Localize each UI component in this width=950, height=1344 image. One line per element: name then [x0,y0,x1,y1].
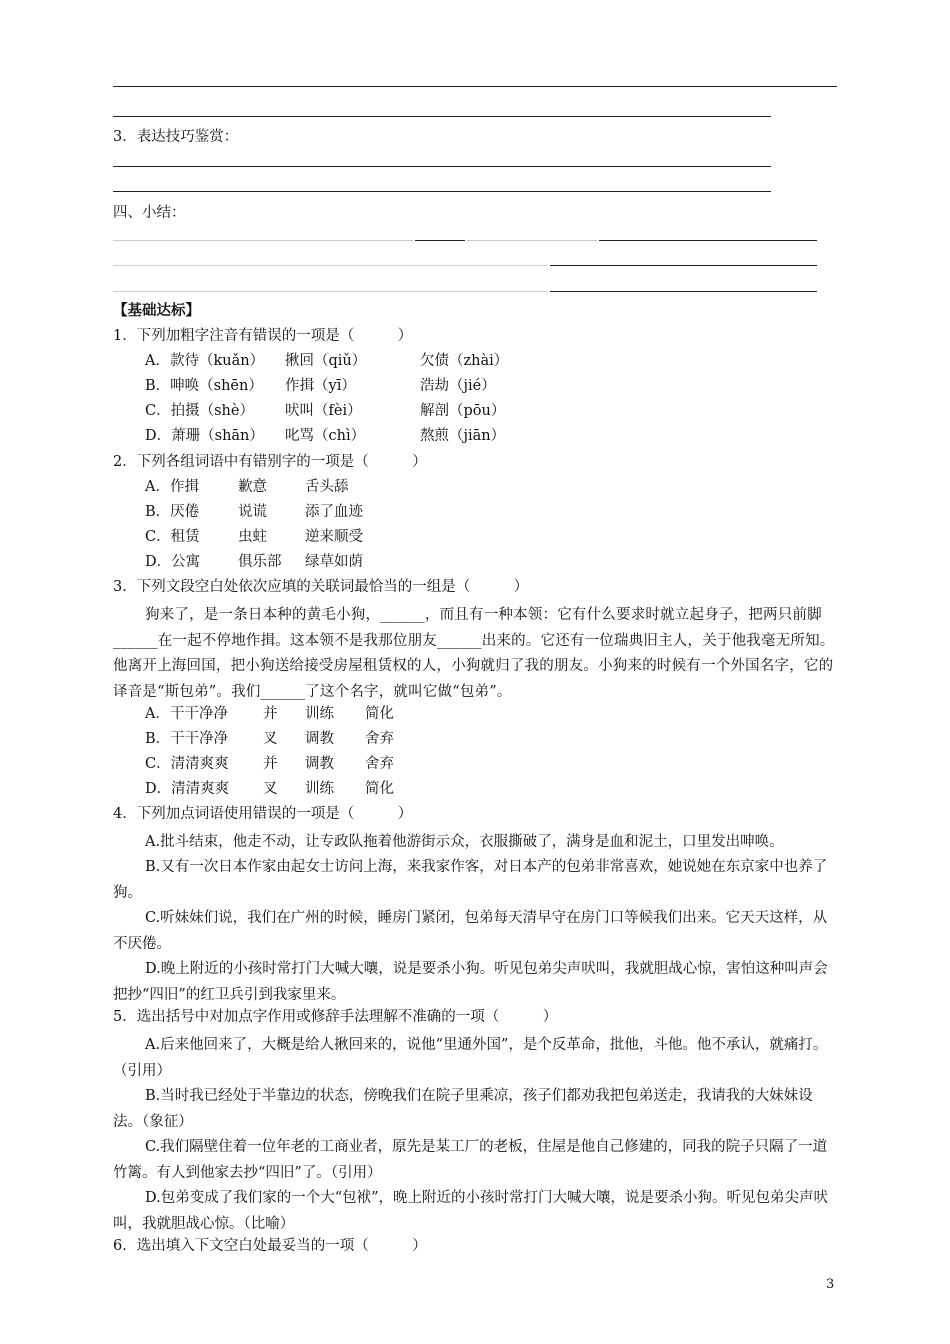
q4-option-a: A.批斗结束，他走不动，让专政队拖着他游街示众，衣服撕破了，满身是血和泥土，口里发出呻唤。 [145,834,784,850]
answer-line [113,191,771,192]
section-4-label: 四、小结： [113,205,186,221]
q6-stem: 6．选出填入下文空白处最妥当的一项（ ） [113,1238,427,1254]
answer-line [550,265,817,266]
answer-line [415,240,465,241]
answer-line [550,291,817,292]
q5-stem: 5．选出括号中对加点字作用或修辞手法理解不准确的一项（ ） [113,1009,558,1025]
answer-line [113,116,771,117]
q1-option-a: A．款待（kuǎn） 揪回（qiǔ） 欠债（zhài） [145,353,509,369]
q1-stem: 1．下列加粗字注音有错误的一项是（ ） [113,328,413,344]
q2-stem: 2．下列各组词语中有错别字的一项是（ ） [113,454,427,470]
answer-line-faint [113,240,413,241]
answer-line [113,166,771,167]
q4-option-d: D.晚上附近的小孩时常打门大喊大嚷，说是要杀小狗。听见包弟尖声吠叫，我就胆战心惊，害怕这种叫声会把抄“四旧”的红卫兵引到我家里来。 [113,961,828,1003]
q3-option-d: D．清清爽爽 叉 训练 简化 [145,781,394,797]
section-3-label: 3．表达技巧鉴赏： [113,129,239,145]
answer-line-faint [113,265,548,266]
answer-line [599,240,817,241]
q2-option-d: D．公寓 俱乐部 绿草如荫 [145,554,363,570]
q5-option-d: D.包弟变成了我们家的一个大“包袱”，晚上附近的小孩时常打门大喊大嚷，说是要杀小狗。听见包弟尖声吠叫，我就胆战心惊。（比喻） [113,1190,829,1232]
q4-option-b: B.又有一次日本作家由起女士访问上海，来我家作客，对日本产的包弟非常喜欢，她说她在东京家中也养了狗。 [113,859,828,901]
q3-option-a: A．干干净净 并 训练 简化 [145,706,394,722]
q1-option-b: B．呻唤（shēn） 作揖（yī） 浩劫（jié） [145,378,496,394]
q2-option-b: B．厌倦 说谎 添了血迹 [145,504,363,520]
answer-line [113,86,837,87]
q3-option-b: B．干干净净 叉 调教 舍弃 [145,731,394,747]
q3-option-c: C．清清爽爽 并 调教 舍弃 [145,756,394,772]
page-number: 3 [826,1277,835,1292]
q4-option-c: C.听妹妹们说，我们在广州的时候，睡房门紧闭，包弟每天清早守在房门口等候我们出来。它天天这样，从不厌倦。 [113,910,828,952]
answer-line-faint [467,240,597,241]
q2-option-c: C．租赁 虫蛀 逆来顺受 [145,529,363,545]
q3-passage: 狗来了，是一条日本种的黄毛小狗，______，而且有一种本领：它有什么要求时就立起身子，把两只前脚______在一起不停地作揖。这本领不是我那位朋友______出来的。它还有一位瑞典旧主人，关于他我毫无所知。他离开上海回国，把小狗送给接受房屋租赁权的人，小狗就归了我的朋友。小狗来的时候有一个外国名字，它的译音是“斯包弟”。我们______了这个名字，就叫它做“包弟”。 [113,607,835,700]
q3-stem: 3．下列文段空白处依次应填的关联词最恰当的一组是（ ） [113,579,529,595]
basic-heading: 【基础达标】 [113,302,200,319]
q1-option-c: C．拍摄（shè） 吠叫（fèi） 解剖（pōu） [145,403,506,419]
q2-option-a: A．作揖 歉意 舌头舔 [145,479,349,495]
q5-option-a: A.后来他回来了，大概是给人揪回来的，说他“里通外国”，是个反革命，批他，斗他。他不承认，就痛打。（引用） [113,1037,828,1079]
q1-option-d: D．萧珊（shān） 叱骂（chì） 熬煎（jiān） [145,428,506,444]
q5-option-b: B.当时我已经处于半靠边的状态，傍晚我们在院子里乘凉，孩子们都劝我把包弟送走，我请我的大妹妹设法。（象征） [113,1088,813,1130]
answer-line-faint [113,291,548,292]
q4-stem: 4．下列加点词语使用错误的一项是（ ） [113,806,413,822]
q5-option-c: C.我们隔壁住着一位年老的工商业者，原先是某工厂的老板，住屋是他自己修建的，同我的院子只隔了一道竹篱。有人到他家去抄“四旧”了。（引用） [113,1139,828,1181]
